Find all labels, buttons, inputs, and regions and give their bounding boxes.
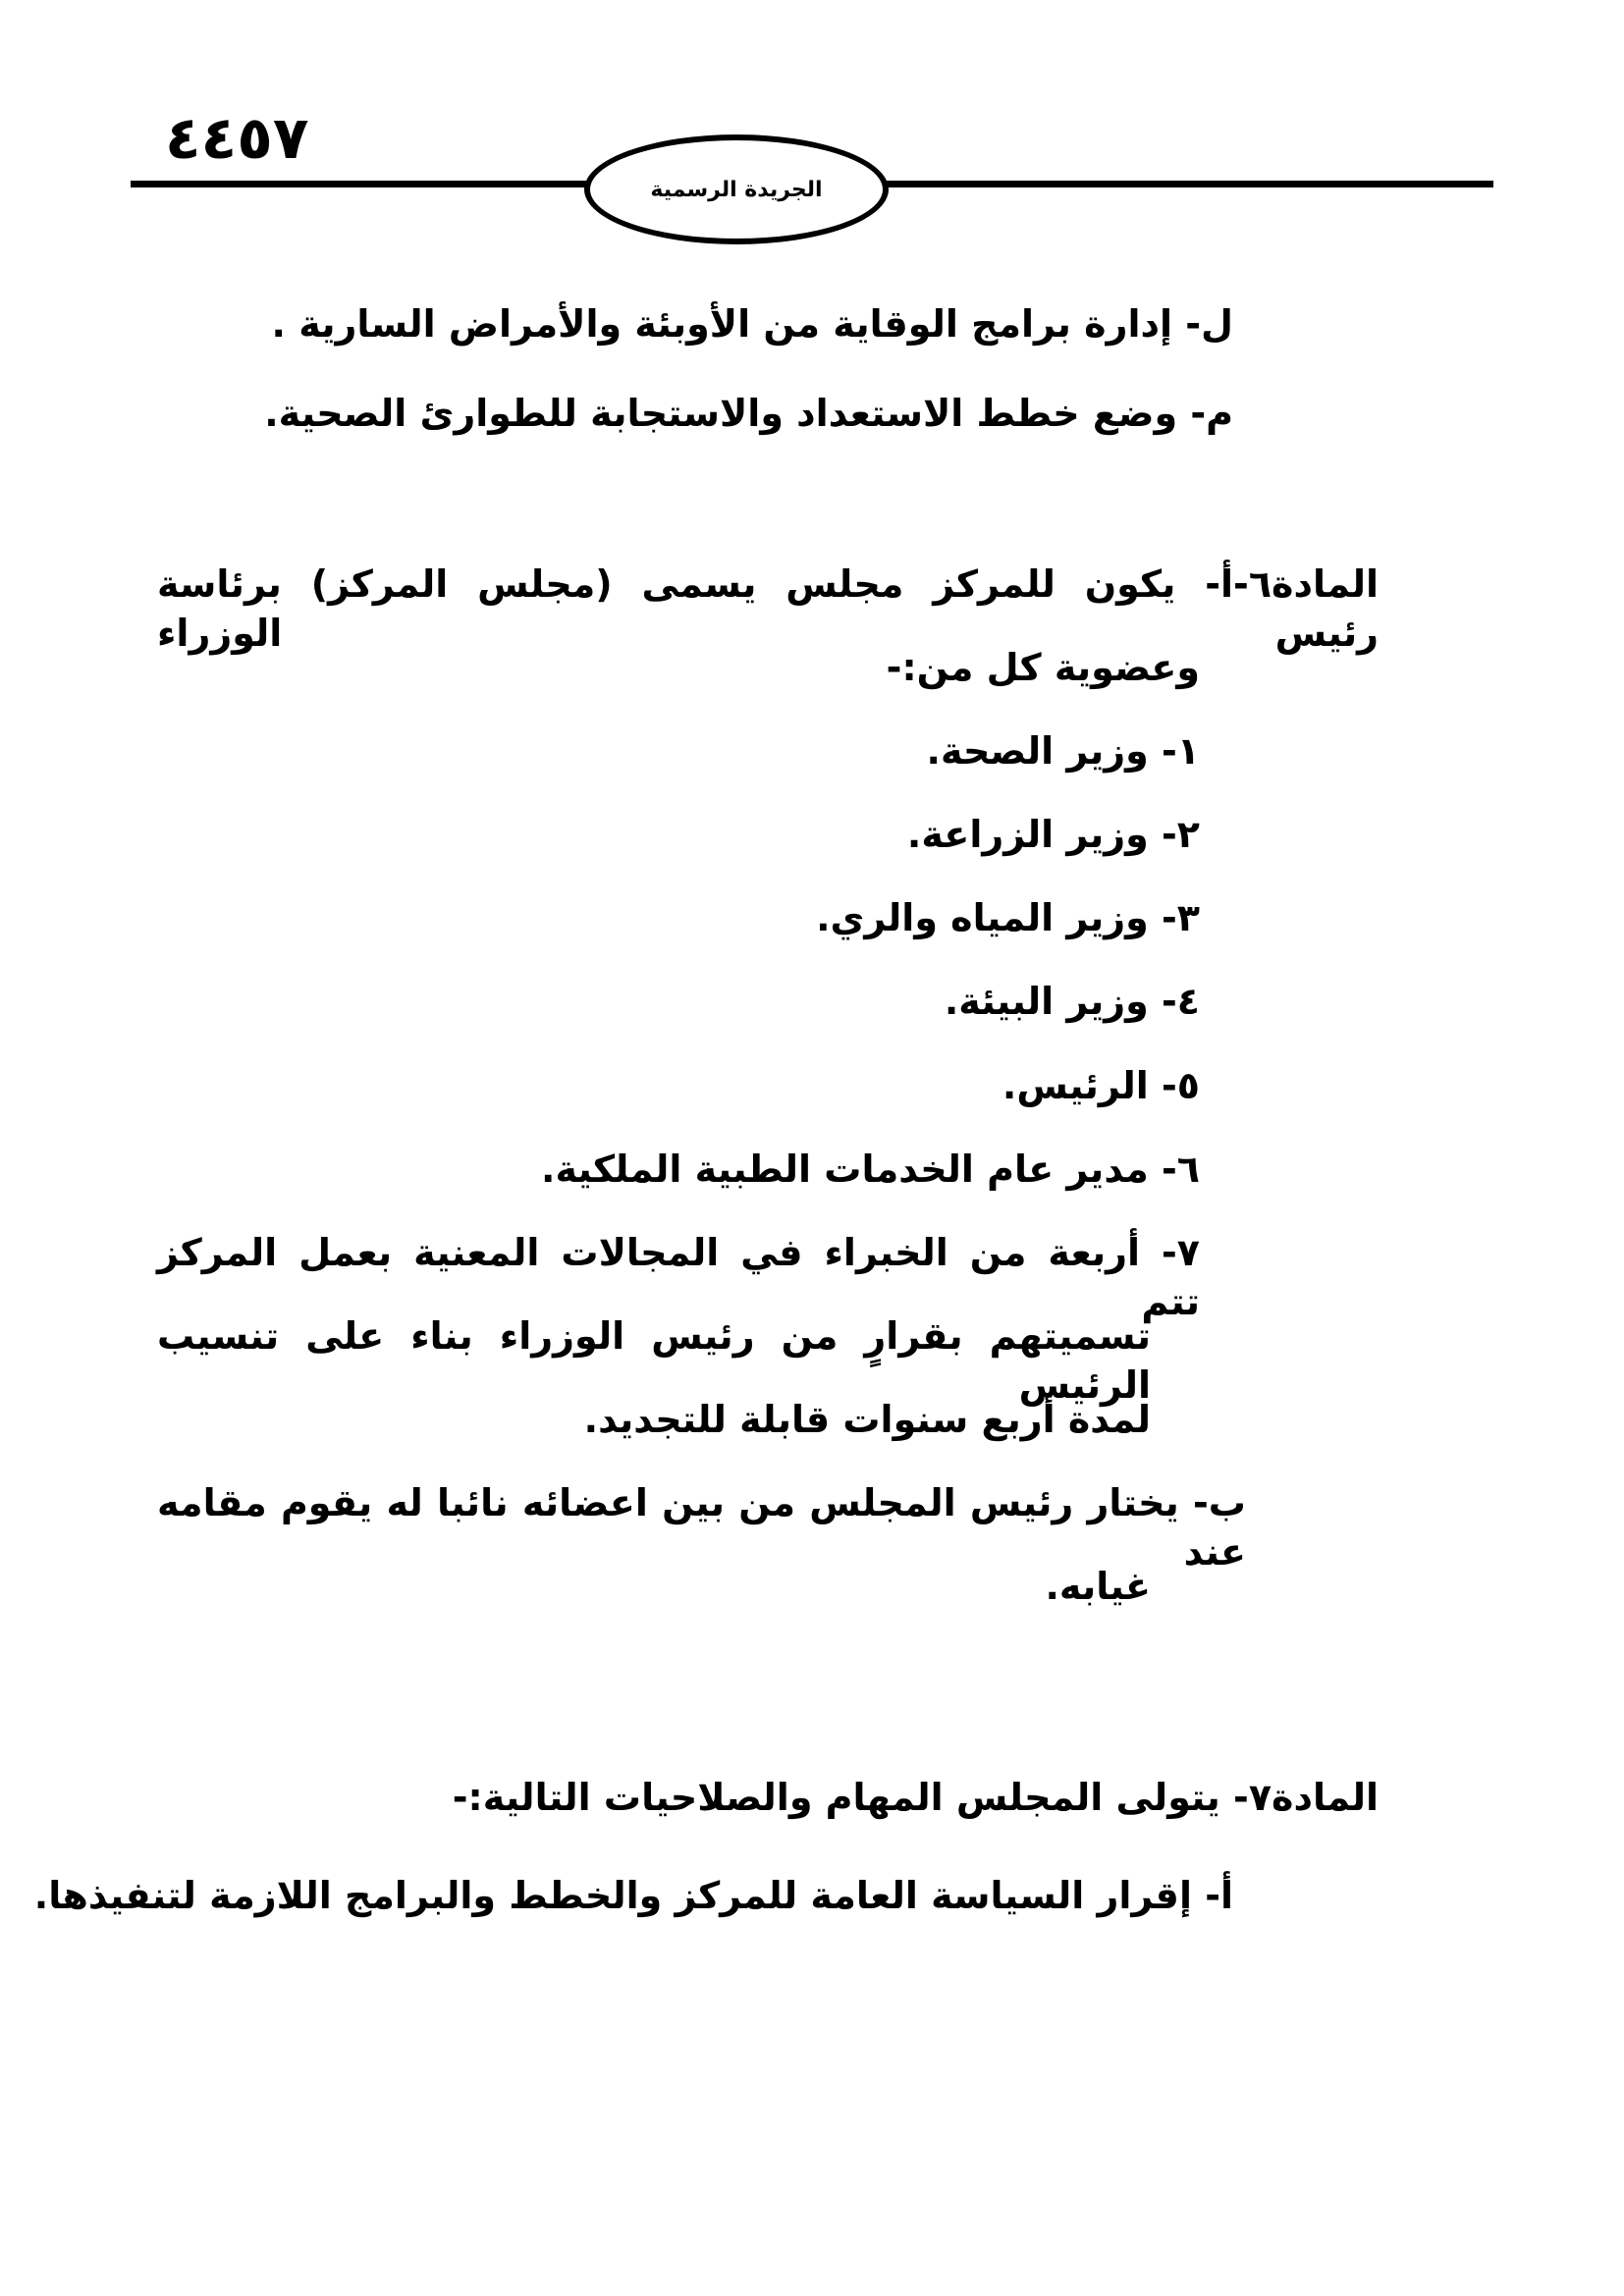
item-lam: ل- إدارة برامج الوقاية من الأوبئة والأمراض السارية . [271, 302, 1233, 346]
gazette-title: الجريدة الرسمية [650, 177, 823, 202]
article6-b-line2: غيابه. [1045, 1565, 1151, 1608]
member-7-line1: ٧- أربعة من الخبراء في المجالات المعنية بعمل المركز تتم [157, 1231, 1200, 1323]
item-meem: م- وضع خطط الاستعداد والاستجابة للطوارئ الصحية. [264, 392, 1233, 435]
member-6: ٦- مدير عام الخدمات الطبية الملكية. [541, 1148, 1200, 1191]
member-5: ٥- الرئيس. [1001, 1064, 1200, 1107]
article7-line1: المادة٧- يتولى المجلس المهام والصلاحيات التالية:- [452, 1776, 1379, 1819]
page-number: ٤٤٥٧ [165, 104, 309, 173]
article6-line2: وعضوية كل من:- [886, 646, 1200, 689]
member-7-line3: لمدة أربع سنوات قابلة للتجديد. [583, 1398, 1151, 1441]
member-4: ٤- وزير البيئة. [944, 980, 1200, 1023]
member-7-line2: تسميتهم بقرارٍ من رئيس الوزراء بناء على تنسيب الرئيس [157, 1314, 1151, 1407]
gazette-title-oval [584, 134, 889, 244]
article6-b-line1: ب- يختار رئيس المجلس من بين اعضائه نائبا له يقوم مقامه عند [157, 1481, 1246, 1574]
article6-line1: المادة٦-أ- يكون للمركز مجلس يسمى (مجلس المركز) برئاسة رئيس الوزراء [157, 562, 1379, 655]
member-1: ١- وزير الصحة. [926, 729, 1200, 773]
article7-item-a: أ- إقرار السياسة العامة للمركز والخطط والبرامج اللازمة لتنفيذها. [33, 1874, 1233, 1917]
member-2: ٢- وزير الزراعة. [906, 813, 1200, 856]
member-3: ٣- وزير المياه والري. [816, 896, 1200, 939]
